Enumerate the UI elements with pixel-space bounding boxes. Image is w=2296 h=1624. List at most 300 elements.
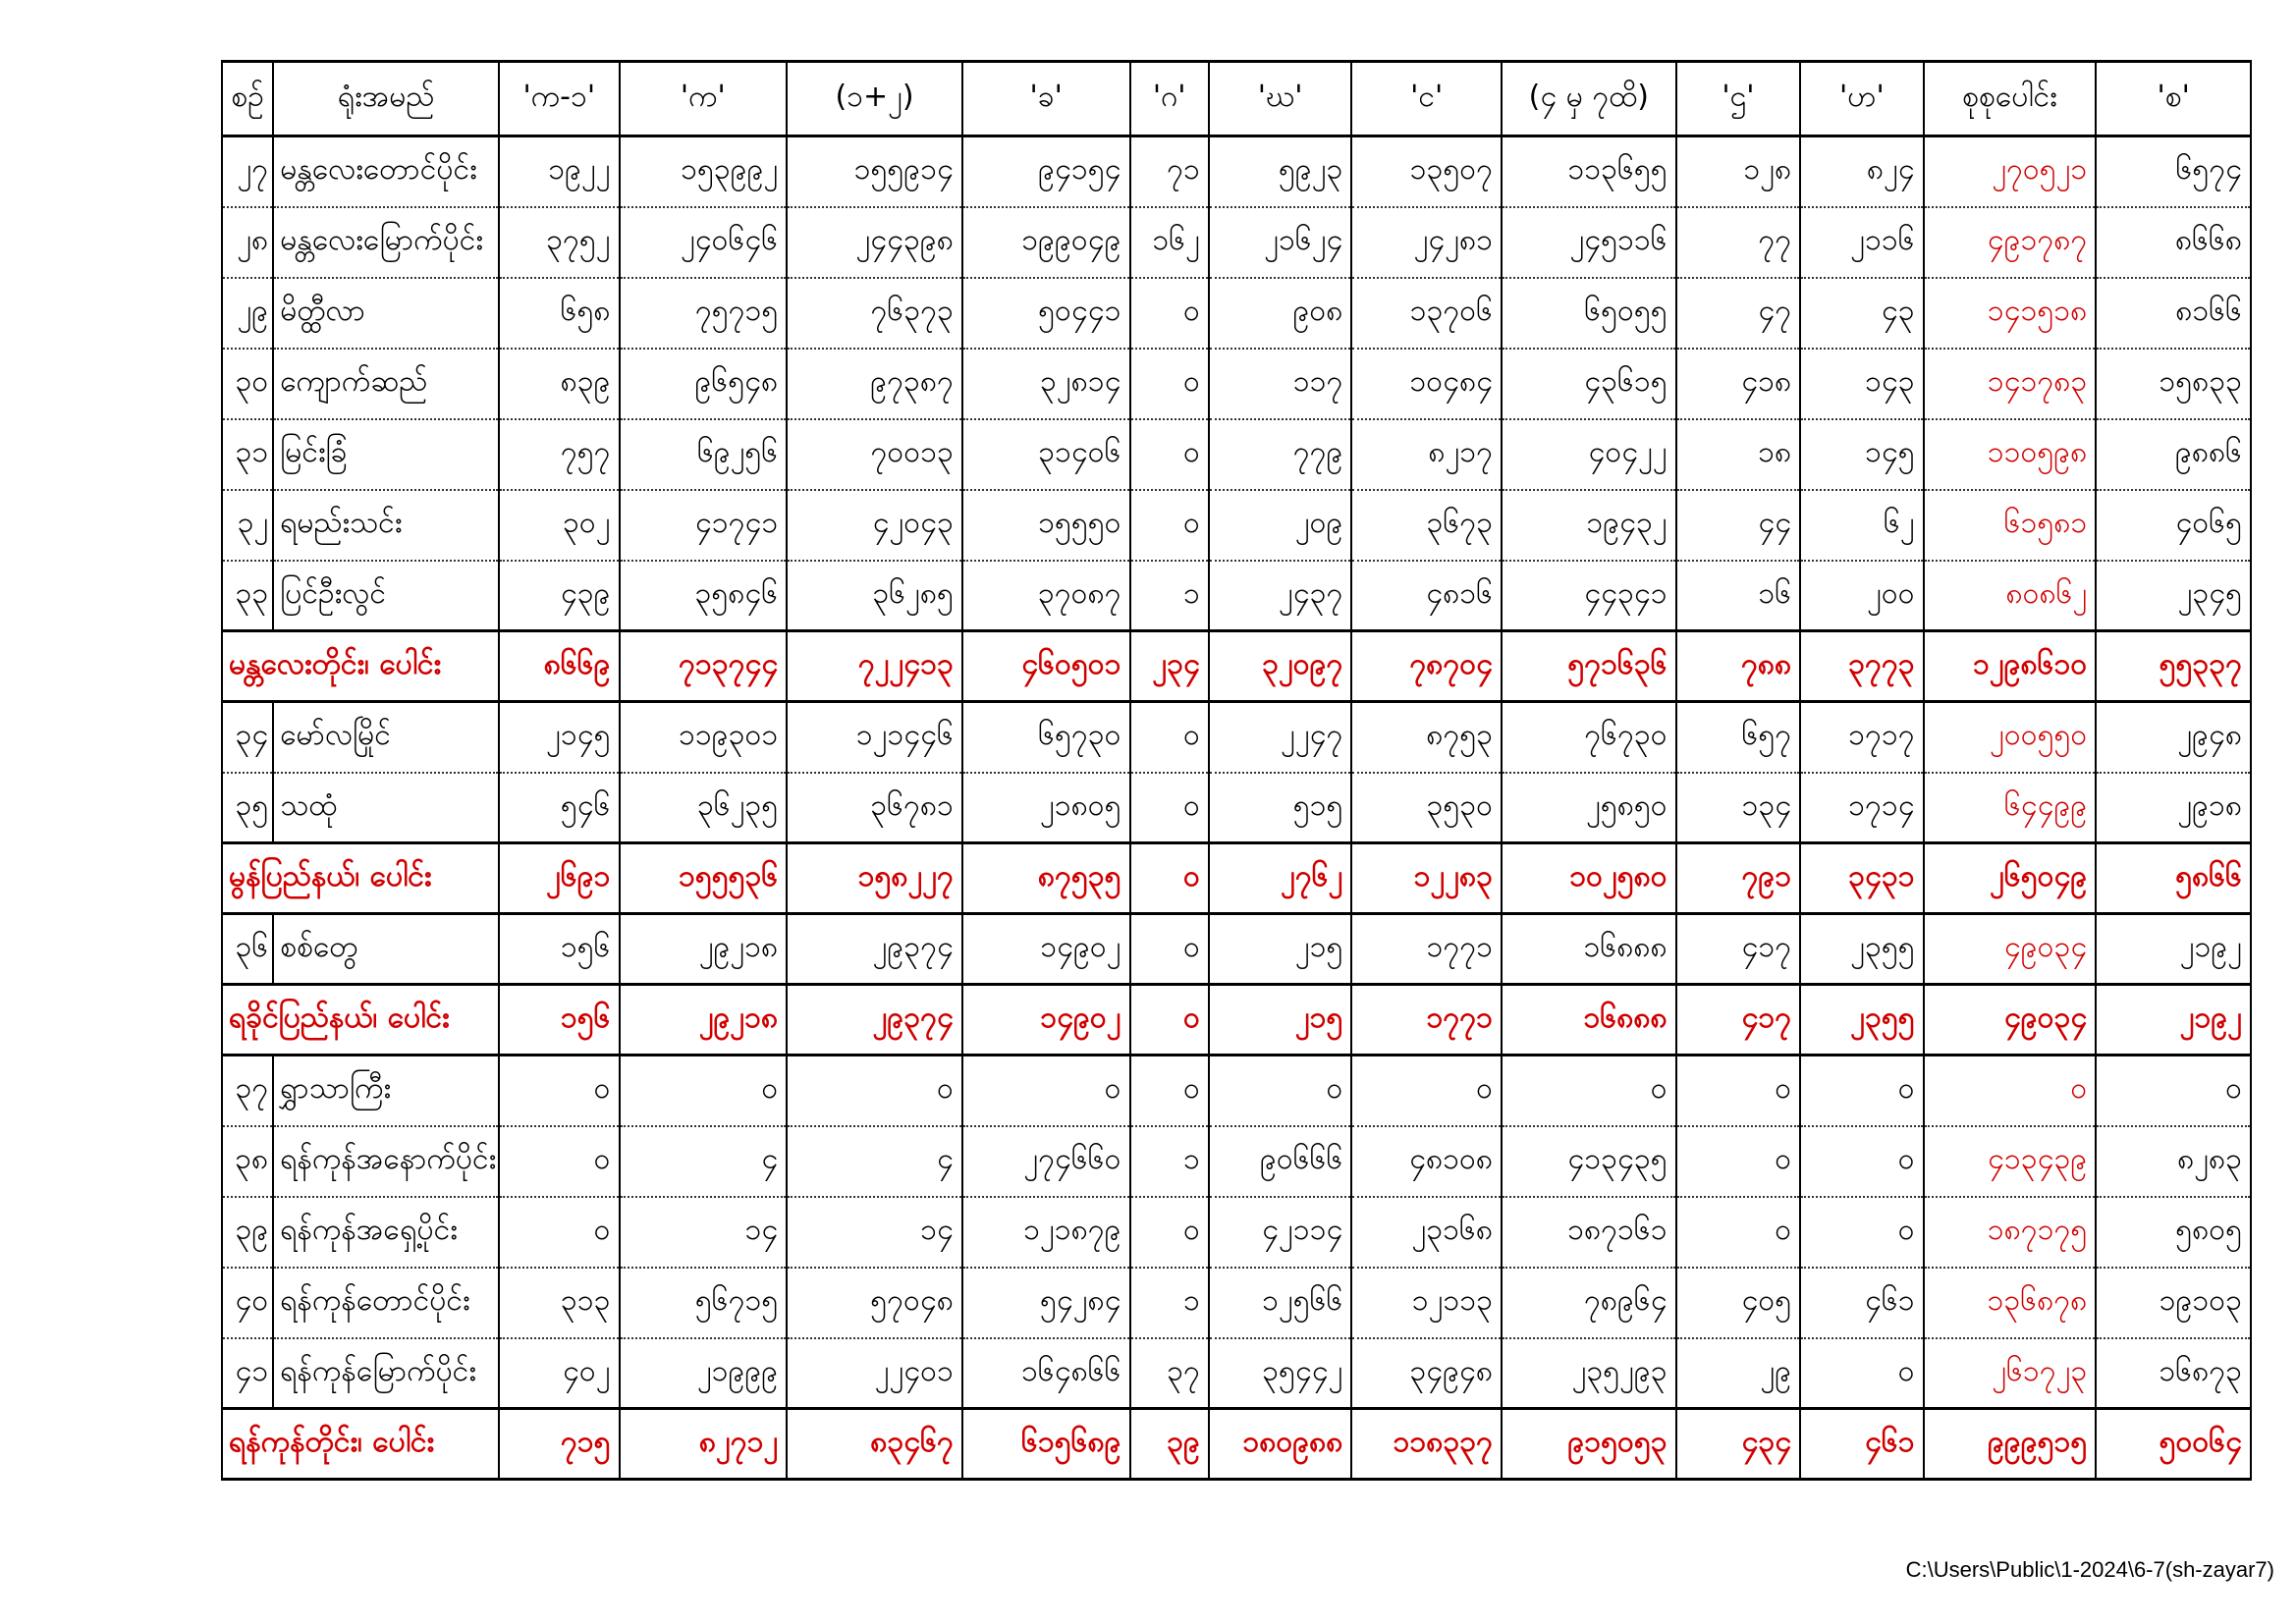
value-cell: ၁၄၉၀၂ bbox=[962, 985, 1130, 1056]
value-cell: ၈၃၄၆၇ bbox=[787, 1409, 962, 1480]
value-cell: ၆၁၅၆၈၉ bbox=[962, 1409, 1130, 1480]
value-cell: ၅၀၀၆၄ bbox=[2096, 1409, 2251, 1480]
value-cell: ၁၅၅၉၁၄ bbox=[787, 136, 962, 207]
value-cell: ၄၁၇ bbox=[1676, 914, 1800, 985]
value-cell: ၈၂၇၁၂ bbox=[620, 1409, 788, 1480]
value-cell: ၁၂၁၁၃ bbox=[1351, 1268, 1502, 1338]
value-cell: ၁၃၅၀၇ bbox=[1351, 136, 1502, 207]
value-cell: ၁၄၉၀၂ bbox=[962, 914, 1130, 985]
value-cell: ၆၅၈ bbox=[499, 278, 619, 349]
value-cell: ၉၀၆၆၆ bbox=[1209, 1126, 1352, 1197]
subtotal-row bbox=[222, 985, 2251, 1056]
value-cell: ၃၆၇၈၁ bbox=[787, 773, 962, 843]
value-cell: ၃၆၇၃ bbox=[1351, 490, 1502, 561]
value-cell: ၄၇ bbox=[1676, 278, 1800, 349]
value-cell: ၀ bbox=[1502, 1056, 1676, 1126]
value-cell: ၄၂၁၁၄ bbox=[1209, 1197, 1352, 1268]
value-cell: ၀ bbox=[1209, 1056, 1352, 1126]
value-cell: ၂၉၃၇၄ bbox=[787, 985, 962, 1056]
value-cell: ၃၉ bbox=[1130, 1409, 1209, 1480]
value-cell: ၂၁၁၆ bbox=[1800, 207, 1923, 278]
value-cell: ၁၄၅ bbox=[1800, 419, 1923, 490]
value-cell: ၅၆၇၁၅ bbox=[620, 1268, 788, 1338]
table-row bbox=[222, 1268, 2251, 1338]
value-cell: ၂၁၉၉၉ bbox=[620, 1338, 788, 1409]
grand-total-cell: ၁၂၉၈၆၁၀ bbox=[1924, 631, 2097, 702]
table-row bbox=[222, 773, 2251, 843]
value-cell: ၄ bbox=[787, 1126, 962, 1197]
value-cell: ၅၄၂၈၄ bbox=[962, 1268, 1130, 1338]
value-cell: ၂၁၅ bbox=[1209, 914, 1352, 985]
value-cell: ၂၇၆၂ bbox=[1209, 843, 1352, 914]
subtotal-label: ရခိုင်ပြည်နယ်၊ ပေါင်း bbox=[222, 985, 499, 1056]
file-path-footer: C:\Users\Public\1-2024\6-7(sh-zayar7) bbox=[1905, 1557, 2274, 1582]
value-cell: ၄၂၀၄၃ bbox=[787, 490, 962, 561]
report-table bbox=[221, 60, 2252, 1481]
value-cell: ၈၇၅၃၅ bbox=[962, 843, 1130, 914]
value-cell: ၁၉၂၂ bbox=[499, 136, 619, 207]
value-cell: ၀ bbox=[787, 1056, 962, 1126]
row-seq-number: ၃၀ bbox=[222, 349, 273, 419]
value-cell: ၃၇ bbox=[1130, 1338, 1209, 1409]
value-cell: ၄၁၇ bbox=[1676, 985, 1800, 1056]
value-cell: ၃၂၈၁၄ bbox=[962, 349, 1130, 419]
value-cell: ၇၂၂၄၁၃ bbox=[787, 631, 962, 702]
value-cell: ၇၈၇၀၄ bbox=[1351, 631, 1502, 702]
value-cell: ၅၉၂၃ bbox=[1209, 136, 1352, 207]
value-cell: ၁၆၈၇၃ bbox=[2096, 1338, 2251, 1409]
table-body bbox=[222, 136, 2251, 1480]
table-row bbox=[222, 1056, 2251, 1126]
office-name: ပြင်ဦးလွင် bbox=[273, 561, 499, 631]
value-cell: ၂၃၄၅ bbox=[2096, 561, 2251, 631]
value-cell: ၅၄၆ bbox=[499, 773, 619, 843]
value-cell: ၁၆၈၈၈ bbox=[1502, 985, 1676, 1056]
office-name: မြင်းခြံ bbox=[273, 419, 499, 490]
office-name: မန္တလေးမြောက်ပိုင်း bbox=[273, 207, 499, 278]
office-name: ကျောက်ဆည် bbox=[273, 349, 499, 419]
value-cell: ၄၃၆၁၅ bbox=[1502, 349, 1676, 419]
value-cell: ၇၈၉၆၄ bbox=[1502, 1268, 1676, 1338]
grand-total-cell: ၄၉၀၃၄ bbox=[1924, 914, 2097, 985]
value-cell: ၁၆၄၈၆၆ bbox=[962, 1338, 1130, 1409]
value-cell: ၆၅၇ bbox=[1676, 702, 1800, 773]
column-header: 'ဃ' bbox=[1209, 62, 1352, 136]
value-cell: ၈၆၆၈ bbox=[2096, 207, 2251, 278]
value-cell: ၄၄၃၄၁ bbox=[1502, 561, 1676, 631]
value-cell: ၈၁၆၆ bbox=[2096, 278, 2251, 349]
value-cell: ၁၅၈၂၂၇ bbox=[787, 843, 962, 914]
value-cell: ၀ bbox=[499, 1056, 619, 1126]
value-cell: ၆၅၇၄ bbox=[2096, 136, 2251, 207]
value-cell: ၄၆၁ bbox=[1800, 1409, 1923, 1480]
value-cell: ၇၆၃၇၃ bbox=[787, 278, 962, 349]
value-cell: ၁၄၃ bbox=[1800, 349, 1923, 419]
value-cell: ၄၃ bbox=[1800, 278, 1923, 349]
value-cell: ၁၆၈၈၈ bbox=[1502, 914, 1676, 985]
value-cell: ၉၆၅၄၈ bbox=[620, 349, 788, 419]
value-cell: ၂၁၅ bbox=[1209, 985, 1352, 1056]
value-cell: ၀ bbox=[1676, 1197, 1800, 1268]
value-cell: ၉၄၁၅၄ bbox=[962, 136, 1130, 207]
value-cell: ၉၀၈ bbox=[1209, 278, 1352, 349]
column-header: 'ဂ' bbox=[1130, 62, 1209, 136]
grand-total-cell: ၁၄၁၇၈၃ bbox=[1924, 349, 2097, 419]
value-cell: ၂၇၄၆၆၀ bbox=[962, 1126, 1130, 1197]
value-cell: ၀ bbox=[1800, 1197, 1923, 1268]
value-cell: ၂၀၉ bbox=[1209, 490, 1352, 561]
value-cell: ၁၅၅၅၃၆ bbox=[620, 843, 788, 914]
value-cell: ၉၁၅၀၅၃ bbox=[1502, 1409, 1676, 1480]
value-cell: ၁၈ bbox=[1676, 419, 1800, 490]
office-name: ရန်ကုန်မြောက်ပိုင်း bbox=[273, 1338, 499, 1409]
value-cell: ၈၆၆၉ bbox=[499, 631, 619, 702]
value-cell: ၂၃၅၅ bbox=[1800, 985, 1923, 1056]
value-cell: ၂၄၀၆၄၆ bbox=[620, 207, 788, 278]
value-cell: ၄၆၀၅၀၁ bbox=[962, 631, 1130, 702]
office-name: မော်လမြိုင် bbox=[273, 702, 499, 773]
value-cell: ၄၁၇၄၁ bbox=[620, 490, 788, 561]
value-cell: ၁၀၄၈၄ bbox=[1351, 349, 1502, 419]
value-cell: ၃၂၀၉၇ bbox=[1209, 631, 1352, 702]
column-header: 'က' bbox=[620, 62, 788, 136]
value-cell: ၀ bbox=[1130, 278, 1209, 349]
value-cell: ၂၃၁၆၈ bbox=[1351, 1197, 1502, 1268]
value-cell: ၀ bbox=[1676, 1126, 1800, 1197]
value-cell: ၀ bbox=[1130, 1197, 1209, 1268]
value-cell: ၇၅၇ bbox=[499, 419, 619, 490]
value-cell: ၁၂၁၈၇၉ bbox=[962, 1197, 1130, 1268]
office-name: ရန်ကုန်အနောက်ပိုင်း bbox=[273, 1126, 499, 1197]
grand-total-cell: ၁၁၀၅၉၈ bbox=[1924, 419, 2097, 490]
value-cell: ၀ bbox=[1800, 1126, 1923, 1197]
grand-total-cell: ၂၇၀၅၂၁ bbox=[1924, 136, 2097, 207]
value-cell: ၁၀၂၅၈၀ bbox=[1502, 843, 1676, 914]
value-cell: ၇၅၇၁၅ bbox=[620, 278, 788, 349]
value-cell: ၃၀၂ bbox=[499, 490, 619, 561]
table-row bbox=[222, 702, 2251, 773]
subtotal-row bbox=[222, 843, 2251, 914]
grand-total-cell: ၄၉၀၃၄ bbox=[1924, 985, 2097, 1056]
value-cell: ၃၇၇၃ bbox=[1800, 631, 1923, 702]
grand-total-cell: ၆၁၅၈၁ bbox=[1924, 490, 2097, 561]
table-row bbox=[222, 490, 2251, 561]
value-cell: ၈၃၉ bbox=[499, 349, 619, 419]
value-cell: ၄ bbox=[620, 1126, 788, 1197]
header-row bbox=[222, 62, 2251, 136]
value-cell: ၃၆၂၈၅ bbox=[787, 561, 962, 631]
value-cell: ၀ bbox=[1351, 1056, 1502, 1126]
grand-total-cell: ၂၆၅၀၄၉ bbox=[1924, 843, 2097, 914]
value-cell: ၀ bbox=[1130, 490, 1209, 561]
value-cell: ၁ bbox=[1130, 1126, 1209, 1197]
value-cell: ၃၅၃၀ bbox=[1351, 773, 1502, 843]
value-cell: ၁၉၄၃၂ bbox=[1502, 490, 1676, 561]
value-cell: ၉၈၈၆ bbox=[2096, 419, 2251, 490]
value-cell: ၀ bbox=[1130, 914, 1209, 985]
value-cell: ၀ bbox=[1130, 773, 1209, 843]
value-cell: ၅၁၅ bbox=[1209, 773, 1352, 843]
value-cell: ၅၈၆၆ bbox=[2096, 843, 2251, 914]
value-cell: ၁၉၁၀၃ bbox=[2096, 1268, 2251, 1338]
office-name: မိတ္ထီလာ bbox=[273, 278, 499, 349]
value-cell: ၄၄ bbox=[1676, 490, 1800, 561]
value-cell: ၁၄ bbox=[787, 1197, 962, 1268]
table-row bbox=[222, 207, 2251, 278]
value-cell: ၅၇၀၄၈ bbox=[787, 1268, 962, 1338]
report-table-container bbox=[221, 60, 2252, 1481]
value-cell: ၀ bbox=[1130, 419, 1209, 490]
value-cell: ၃၅၄၄၂ bbox=[1209, 1338, 1352, 1409]
row-seq-number: ၄၀ bbox=[222, 1268, 273, 1338]
value-cell: ၁၂၈ bbox=[1676, 136, 1800, 207]
value-cell: ၄၀၂ bbox=[499, 1338, 619, 1409]
value-cell: ၀ bbox=[499, 1126, 619, 1197]
column-header: 'င' bbox=[1351, 62, 1502, 136]
row-seq-number: ၃၈ bbox=[222, 1126, 273, 1197]
value-cell: ၀ bbox=[499, 1197, 619, 1268]
value-cell: ၁ bbox=[1130, 561, 1209, 631]
value-cell: ၇၆၇၃၀ bbox=[1502, 702, 1676, 773]
value-cell: ၁၈၇၁၆၁ bbox=[1502, 1197, 1676, 1268]
office-name: စစ်တွေ bbox=[273, 914, 499, 985]
value-cell: ၁၅၃၉၉၂ bbox=[620, 136, 788, 207]
value-cell: ၄၀၆၅ bbox=[2096, 490, 2251, 561]
column-header: စုစုပေါင်း bbox=[1924, 62, 2097, 136]
value-cell: ၇၀၀၁၃ bbox=[787, 419, 962, 490]
subtotal-label: မန္တလေးတိုင်း၊ ပေါင်း bbox=[222, 631, 499, 702]
value-cell: ၆၉၂၅၆ bbox=[620, 419, 788, 490]
value-cell: ၁၆၂ bbox=[1130, 207, 1209, 278]
value-cell: ၂၄၄၃၉၈ bbox=[787, 207, 962, 278]
grand-total-cell: ၂၆၁၇၂၃ bbox=[1924, 1338, 2097, 1409]
table-row bbox=[222, 914, 2251, 985]
value-cell: ၁၅၅၅၀ bbox=[962, 490, 1130, 561]
value-cell: ၂၄၃၇ bbox=[1209, 561, 1352, 631]
value-cell: ၁၂၂၈၃ bbox=[1351, 843, 1502, 914]
value-cell: ၀ bbox=[1130, 702, 1209, 773]
value-cell: ၆၂ bbox=[1800, 490, 1923, 561]
value-cell: ၀ bbox=[1130, 985, 1209, 1056]
value-cell: ၄၁၃၄၃၅ bbox=[1502, 1126, 1676, 1197]
value-cell: ၅၅၃၃၇ bbox=[2096, 631, 2251, 702]
value-cell: ၇၇ bbox=[1676, 207, 1800, 278]
table-row bbox=[222, 1126, 2251, 1197]
row-seq-number: ၃၇ bbox=[222, 1056, 273, 1126]
value-cell: ၅၀၄၄၁ bbox=[962, 278, 1130, 349]
value-cell: ၂၂၄၇ bbox=[1209, 702, 1352, 773]
row-seq-number: ၃၆ bbox=[222, 914, 273, 985]
value-cell: ၂၁၆၂၄ bbox=[1209, 207, 1352, 278]
value-cell: ၁၁၉၃၀၁ bbox=[620, 702, 788, 773]
column-header: 'ဌ' bbox=[1676, 62, 1800, 136]
value-cell: ၃၁၃ bbox=[499, 1268, 619, 1338]
column-header: 'ခ' bbox=[962, 62, 1130, 136]
table-row bbox=[222, 561, 2251, 631]
value-cell: ၇၉၁ bbox=[1676, 843, 1800, 914]
row-seq-number: ၄၁ bbox=[222, 1338, 273, 1409]
subtotal-label: မွန်ပြည်နယ်၊ ပေါင်း bbox=[222, 843, 499, 914]
value-cell: ၇၁ bbox=[1130, 136, 1209, 207]
row-seq-number: ၃၃ bbox=[222, 561, 273, 631]
column-header: 'ဟ' bbox=[1800, 62, 1923, 136]
value-cell: ၀ bbox=[1130, 1056, 1209, 1126]
value-cell: ၂၀၀ bbox=[1800, 561, 1923, 631]
value-cell: ၂၅၈၅၀ bbox=[1502, 773, 1676, 843]
row-seq-number: ၂၇ bbox=[222, 136, 273, 207]
value-cell: ၃၇၅၂ bbox=[499, 207, 619, 278]
value-cell: ၂၁၉၂ bbox=[2096, 985, 2251, 1056]
column-header: (၄ မှ ၇ထိ) bbox=[1502, 62, 1676, 136]
value-cell: ၂၉၂၁၈ bbox=[620, 985, 788, 1056]
value-cell: ၇၇၉ bbox=[1209, 419, 1352, 490]
value-cell: ၉၇၃၈၇ bbox=[787, 349, 962, 419]
column-header: 'က-၁' bbox=[499, 62, 619, 136]
table-row bbox=[222, 1338, 2251, 1409]
value-cell: ၀ bbox=[620, 1056, 788, 1126]
value-cell: ၁ bbox=[1130, 1268, 1209, 1338]
value-cell: ၁၇၇၁ bbox=[1351, 914, 1502, 985]
value-cell: ၈၂၄ bbox=[1800, 136, 1923, 207]
value-cell: ၁၇၁၄ bbox=[1800, 773, 1923, 843]
subtotal-row bbox=[222, 631, 2251, 702]
value-cell: ၂၉ bbox=[1676, 1338, 1800, 1409]
value-cell: ၀ bbox=[1800, 1338, 1923, 1409]
value-cell: ၂၉၄၈ bbox=[2096, 702, 2251, 773]
value-cell: ၄၀၄၂၂ bbox=[1502, 419, 1676, 490]
value-cell: ၄၃၄ bbox=[1676, 1409, 1800, 1480]
value-cell: ၁၇၁၇ bbox=[1800, 702, 1923, 773]
row-seq-number: ၃၄ bbox=[222, 702, 273, 773]
value-cell: ၄၈၁၀၈ bbox=[1351, 1126, 1502, 1197]
grand-total-cell: ၁၄၁၅၁၈ bbox=[1924, 278, 2097, 349]
grand-total-cell: ၄၉၁၇၈၇ bbox=[1924, 207, 2097, 278]
value-cell: ၂၄၂၈၁ bbox=[1351, 207, 1502, 278]
value-cell: ၁၃၄ bbox=[1676, 773, 1800, 843]
value-cell: ၂၁၉၂ bbox=[2096, 914, 2251, 985]
value-cell: ၀ bbox=[962, 1056, 1130, 1126]
grand-total-cell: ၂၀၀၅၅၀ bbox=[1924, 702, 2097, 773]
grand-total-cell: ၁၈၇၁၇၅ bbox=[1924, 1197, 2097, 1268]
value-cell: ၅၇၁၆၃၆ bbox=[1502, 631, 1676, 702]
value-cell: ၁၉၉၀၄၉ bbox=[962, 207, 1130, 278]
value-cell: ၁၂၅၆၆ bbox=[1209, 1268, 1352, 1338]
value-cell: ၃၇၀၈၇ bbox=[962, 561, 1130, 631]
office-name: သထုံ bbox=[273, 773, 499, 843]
value-cell: ၄၁၈ bbox=[1676, 349, 1800, 419]
value-cell: ၇၁၃၇၄၄ bbox=[620, 631, 788, 702]
value-cell: ၂၆၉၁ bbox=[499, 843, 619, 914]
table-row bbox=[222, 278, 2251, 349]
value-cell: ၁၇၇၁ bbox=[1351, 985, 1502, 1056]
value-cell: ၁၅၆ bbox=[499, 914, 619, 985]
row-seq-number: ၃၉ bbox=[222, 1197, 273, 1268]
value-cell: ၀ bbox=[2096, 1056, 2251, 1126]
value-cell: ၁၅၈၃၃ bbox=[2096, 349, 2251, 419]
value-cell: ၁၁၃၆၅၅ bbox=[1502, 136, 1676, 207]
value-cell: ၄၃၉ bbox=[499, 561, 619, 631]
value-cell: ၃၁၄၀၆ bbox=[962, 419, 1130, 490]
subtotal-row bbox=[222, 1409, 2251, 1480]
office-name: ရန်ကုန်တောင်ပိုင်း bbox=[273, 1268, 499, 1338]
table-row bbox=[222, 136, 2251, 207]
column-header: စဉ် bbox=[222, 62, 273, 136]
value-cell: ၂၂၄၀၁ bbox=[787, 1338, 962, 1409]
value-cell: ၇၈၈ bbox=[1676, 631, 1800, 702]
value-cell: ၁၆ bbox=[1676, 561, 1800, 631]
value-cell: ၁၄ bbox=[620, 1197, 788, 1268]
subtotal-label: ရန်ကုန်တိုင်း၊ ပေါင်း bbox=[222, 1409, 499, 1480]
value-cell: ၂၃၅၂၉၃ bbox=[1502, 1338, 1676, 1409]
value-cell: ၃၆၂၃၅ bbox=[620, 773, 788, 843]
column-header: 'စ' bbox=[2096, 62, 2251, 136]
value-cell: ၀ bbox=[1676, 1056, 1800, 1126]
value-cell: ၁၅၆ bbox=[499, 985, 619, 1056]
value-cell: ၆၅၇၃၀ bbox=[962, 702, 1130, 773]
grand-total-cell: ၁၃၆၈၇၈ bbox=[1924, 1268, 2097, 1338]
office-name: မန္တလေးတောင်ပိုင်း bbox=[273, 136, 499, 207]
value-cell: ၀ bbox=[1130, 843, 1209, 914]
value-cell: ၈၂၈၃ bbox=[2096, 1126, 2251, 1197]
value-cell: ၅၈၀၅ bbox=[2096, 1197, 2251, 1268]
office-name: ရမည်းသင်း bbox=[273, 490, 499, 561]
column-header: (၁+၂) bbox=[787, 62, 962, 136]
value-cell: ၈၂၁၇ bbox=[1351, 419, 1502, 490]
value-cell: ၂၃၄ bbox=[1130, 631, 1209, 702]
value-cell: ၃၅၈၄၆ bbox=[620, 561, 788, 631]
value-cell: ၂၁၈၀၅ bbox=[962, 773, 1130, 843]
value-cell: ၂၄၅၁၁၆ bbox=[1502, 207, 1676, 278]
value-cell: ၁၃၇၀၆ bbox=[1351, 278, 1502, 349]
value-cell: ၃၄၃၁ bbox=[1800, 843, 1923, 914]
row-seq-number: ၃၅ bbox=[222, 773, 273, 843]
grand-total-cell: ၄၁၃၄၃၉ bbox=[1924, 1126, 2097, 1197]
column-header: ရုံးအမည် bbox=[273, 62, 499, 136]
value-cell: ၁၁၈၃၃၇ bbox=[1351, 1409, 1502, 1480]
office-name: ရွှာသာကြီး bbox=[273, 1056, 499, 1126]
value-cell: ၂၃၅၅ bbox=[1800, 914, 1923, 985]
value-cell: ၁၈၀၉၈၈ bbox=[1209, 1409, 1352, 1480]
row-seq-number: ၂၉ bbox=[222, 278, 273, 349]
value-cell: ၆၅၀၅၅ bbox=[1502, 278, 1676, 349]
grand-total-cell: ၈၀၈၆၂ bbox=[1924, 561, 2097, 631]
value-cell: ၂၉၁၈ bbox=[2096, 773, 2251, 843]
value-cell: ၂၉၂၁၈ bbox=[620, 914, 788, 985]
value-cell: ၄၀၅ bbox=[1676, 1268, 1800, 1338]
value-cell: ၈၇၅၃ bbox=[1351, 702, 1502, 773]
row-seq-number: ၃၁ bbox=[222, 419, 273, 490]
table-row bbox=[222, 1197, 2251, 1268]
value-cell: ၄၈၁၆ bbox=[1351, 561, 1502, 631]
value-cell: ၂၁၄၅ bbox=[499, 702, 619, 773]
table-row bbox=[222, 419, 2251, 490]
table-row bbox=[222, 349, 2251, 419]
value-cell: ၄၆၁ bbox=[1800, 1268, 1923, 1338]
row-seq-number: ၂၈ bbox=[222, 207, 273, 278]
row-seq-number: ၃၂ bbox=[222, 490, 273, 561]
value-cell: ၀ bbox=[1130, 349, 1209, 419]
value-cell: ၃၄၉၄၈ bbox=[1351, 1338, 1502, 1409]
grand-total-cell: ၀ bbox=[1924, 1056, 2097, 1126]
grand-total-cell: ၉၉၉၅၁၅ bbox=[1924, 1409, 2097, 1480]
value-cell: ၂၉၃၇၄ bbox=[787, 914, 962, 985]
value-cell: ၁၂၁၄၄၆ bbox=[787, 702, 962, 773]
office-name: ရန်ကုန်အရှေ့ပိုင်း bbox=[273, 1197, 499, 1268]
value-cell: ၇၁၅ bbox=[499, 1409, 619, 1480]
grand-total-cell: ၆၄၄၉၉ bbox=[1924, 773, 2097, 843]
value-cell: ၀ bbox=[1800, 1056, 1923, 1126]
value-cell: ၁၁၇ bbox=[1209, 349, 1352, 419]
